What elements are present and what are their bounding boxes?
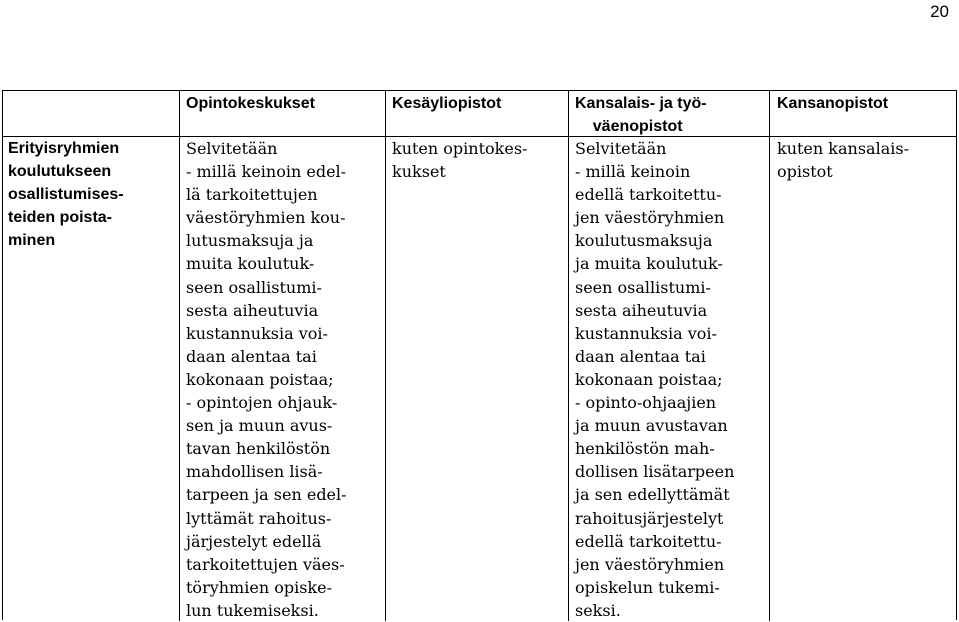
header-kansanopistot: Kansanopistot xyxy=(777,95,889,112)
column-divider xyxy=(769,90,770,621)
column-divider xyxy=(179,90,180,621)
cell-kansanopistot: kuten kansalais- opistot xyxy=(777,139,909,182)
column-divider xyxy=(568,90,569,621)
row-header: Erityisryhmien koulutukseen osallistumises- teiden poista- minen xyxy=(8,140,124,249)
header-kansalais-ja-tyovaenopistot: Kansalais- ja työ- väenopistot xyxy=(575,95,707,135)
column-divider xyxy=(385,90,386,621)
header-kesayliopistot: Kesäyliopistot xyxy=(392,95,502,112)
cell-opintokeskukset: Selvitetään - millä keinoin edel- lä tarkoitettujen väestöryhmien kou- lutusmaksuja ja muita koulutuk- seen osallistumi- sesta aiheutuvia kustannuksia voi- daan alentaa tai kokonaan poistaa; - opintojen ohjauk- sen ja muun avus- tavan henkilöstön mahdollisen lisä- tarpeen ja sen edel- lyttämät rahoitus- järjestelyt edellä tarkoitettujen väes- töryhmien opiske- lun tukemiseksi. xyxy=(186,139,347,620)
page-number: 20 xyxy=(930,2,949,21)
cell-kansalais-ja-tyovaenopistot: Selvitetään - millä keinoin edellä tarkoitettu- jen väestöryhmien koulutusmaksuja ja muita koulutuk- seen osallistumi- sesta aiheutuvia kustannuksia voi- daan alentaa tai kokonaan poistaa; - opinto-ohjaajien ja muun avustavan henkilöstön mah- dollisen lisätarpeen ja sen edellyttämät rahoitusjärjestelyt edellä tarkoitettu- jen väestöryhmien opiskelun tukemi- seksi. xyxy=(575,139,735,620)
cell-kesayliopistot: kuten opintokes- kukset xyxy=(392,139,528,182)
header-opintokeskukset: Opintokeskukset xyxy=(186,95,315,112)
